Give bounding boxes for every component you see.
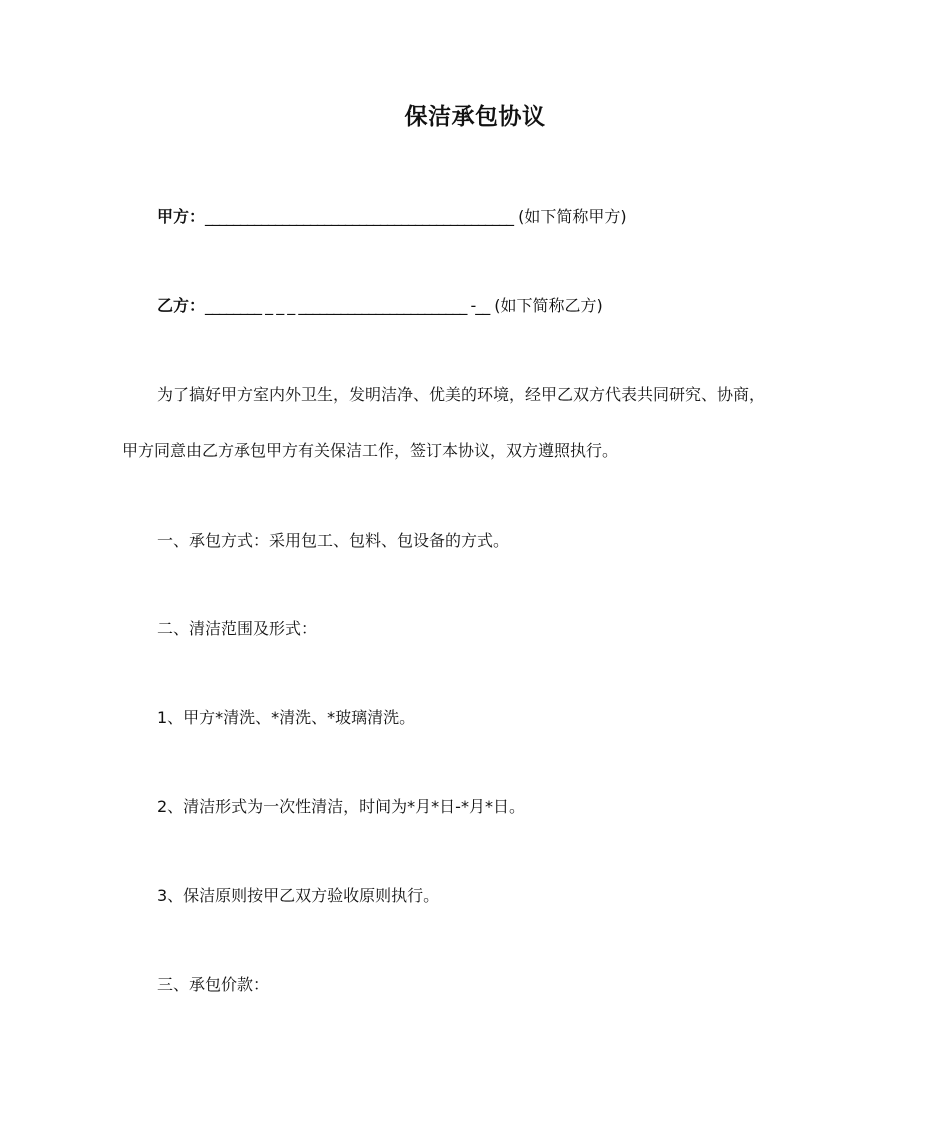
party-b-line — [157, 295, 603, 317]
party-b-label: 乙方： — [157, 296, 206, 315]
party-b-blank: ________ _ _ _ ________________________ -__ — [205, 296, 490, 315]
section-2-item-1: 1、甲方*清洗、*清洗、*玻璃清洗。 — [157, 708, 416, 727]
party-b-note: (如下简称乙方) — [489, 296, 603, 315]
party-a-note: (如下简称甲方) — [513, 207, 627, 226]
section-3-heading: 三、承包价款： — [157, 975, 270, 994]
intro-paragraph-line-2: 甲方同意由乙方承包甲方有关保洁工作，签订本协议，双方遵照执行。 — [122, 441, 619, 460]
section-2-item-2: 2、清洁形式为一次性清洁，时间为*月*日-*月*日。 — [157, 797, 525, 816]
party-a-line — [157, 206, 627, 228]
document-title: 保洁承包协议 — [404, 104, 546, 130]
section-2-item-3: 3、保洁原则按甲乙双方验收原则执行。 — [157, 886, 440, 905]
party-a-blank: ____________________________________________ — [205, 207, 514, 226]
intro-paragraph-line-1: 为了搞好甲方室内外卫生，发明洁净、优美的环境，经甲乙双方代表共同研究、协商， — [157, 385, 766, 404]
section-1-heading: 一、承包方式：采用包工、包料、包设备的方式。 — [157, 531, 510, 550]
section-2-heading: 二、清洁范围及形式： — [157, 619, 318, 638]
party-a-label: 甲方： — [157, 207, 206, 226]
